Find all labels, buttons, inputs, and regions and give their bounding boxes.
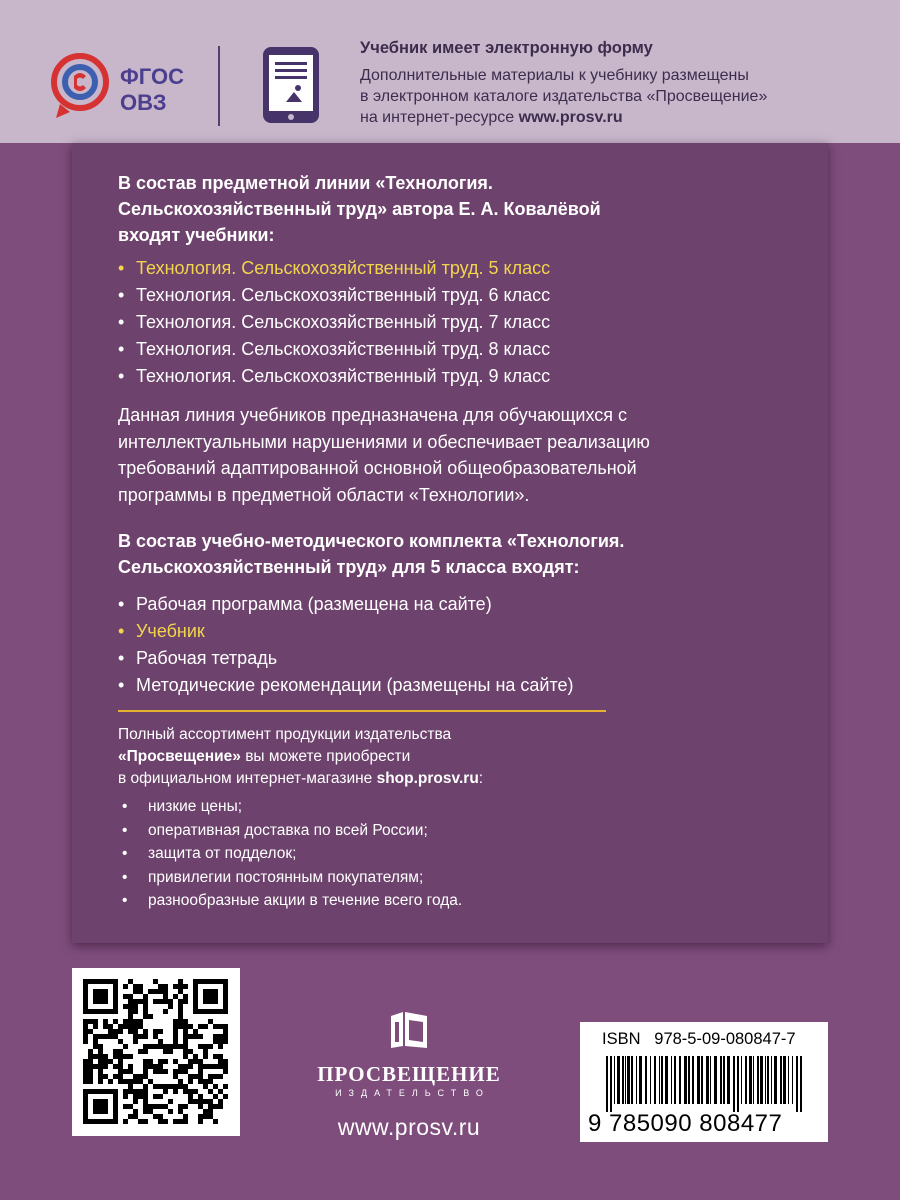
shop-publisher-name: «Просвещение» (118, 748, 241, 765)
isbn-label (602, 1030, 796, 1049)
description-line: программы в предметной области «Технологии». (118, 484, 530, 505)
book-title: Технология. Сельскохозяйственный труд. 7 класс (136, 312, 551, 332)
shop-line2-rest: вы можете приобрести (240, 748, 411, 765)
kit-item: Учебник (136, 621, 205, 641)
bullet: • (122, 845, 128, 862)
bullet: • (122, 892, 128, 909)
tablet-icon (262, 46, 320, 124)
shop-line3-prefix: в официальном интернет-магазине (118, 770, 377, 787)
benefit-text: разнообразные акции в течение всего года. (148, 892, 463, 909)
book-title: Технология. Сельскохозяйственный труд. 9 класс (136, 366, 551, 386)
benefit-item (118, 866, 462, 890)
shop-line2 (118, 746, 778, 768)
eform-line1: Дополнительные материалы к учебнику размещены (360, 67, 749, 84)
kit-heading-line: Сельскохозяйственный труд» для 5 класса входят: (118, 557, 580, 577)
benefit-item (118, 819, 462, 843)
isbn-box (580, 1022, 828, 1142)
kit-item-list (118, 591, 574, 699)
series-description (118, 402, 798, 508)
kit-item: Рабочая тетрадь (136, 648, 278, 668)
series-heading (118, 170, 798, 248)
book-list-item (118, 309, 550, 336)
prosveshchenie-emblem-icon (387, 1010, 431, 1050)
eform-line3-prefix: на интернет-ресурсе (360, 109, 519, 126)
bullet: • (122, 798, 128, 815)
qr-code[interactable] (72, 968, 240, 1136)
book-list-item (118, 363, 550, 390)
description-line: интеллектуальными нарушениями и обеспечивает реализацию (118, 431, 650, 452)
publisher-name: ПРОСВЕЩЕНИЕ (317, 1062, 501, 1086)
benefit-item (118, 795, 462, 819)
eform-url-link[interactable]: www.prosv.ru (518, 109, 623, 126)
publisher-subtitle: ИЗДАТЕЛЬСТВО (335, 1088, 490, 1098)
eform-line3 (360, 107, 880, 128)
kit-list-item (118, 672, 574, 699)
kit-heading (118, 528, 798, 580)
kit-list-item (118, 645, 574, 672)
book-title: Технология. Сельскохозяйственный труд. 6 класс (136, 285, 551, 305)
qr-code-graphic (72, 968, 240, 1136)
eform-line2: в электронном каталоге издательства «Просвещение» (360, 88, 768, 105)
benefit-text: защита от подделок; (148, 845, 297, 862)
fgos-ovz-label (120, 64, 184, 116)
isbn-number: 978-5-09-080847-7 (654, 1030, 796, 1048)
publisher-block (296, 1010, 522, 1141)
isbn-prefix: ISBN (602, 1030, 641, 1048)
top-divider (218, 46, 220, 126)
bullet: • (118, 675, 125, 695)
series-book-list (118, 255, 550, 390)
benefit-text: оперативная доставка по всей России; (148, 821, 428, 839)
benefit-text: привилегии постоянным покупателям; (148, 868, 424, 886)
publisher-url-link[interactable]: www.prosv.ru (337, 1114, 481, 1140)
shop-line3-suffix: : (478, 770, 484, 787)
book-list-item (118, 282, 550, 309)
book-list-item (118, 255, 550, 282)
bullet: • (122, 868, 128, 886)
kit-list-item (118, 618, 574, 645)
benefit-item (118, 889, 462, 913)
book-title: Технология. Сельскохозяйственный труд. 8 класс (136, 339, 551, 359)
barcode (596, 1056, 816, 1112)
bullet: • (118, 339, 125, 359)
kit-list-item (118, 591, 574, 618)
bullet: • (118, 258, 125, 278)
bullet: • (122, 821, 128, 839)
shop-url-link[interactable]: shop.prosv.ru (376, 770, 479, 787)
bullet: • (118, 648, 125, 668)
bullet: • (118, 594, 125, 614)
fgos-line1: ФГОС (120, 64, 184, 89)
book-title: Технология. Сельскохозяйственный труд. 5 класс (136, 258, 551, 278)
shop-benefits-list (118, 795, 462, 913)
bullet: • (118, 312, 125, 332)
description-line: требований адаптированной основной общеобразовательной (118, 458, 637, 478)
series-heading-line: входят учебники: (118, 225, 275, 245)
description-line: Данная линия учебников предназначена для обучающихся с (118, 405, 628, 425)
series-heading-line: Сельскохозяйственный труд» автора Е. А. Ковалёвой (118, 199, 601, 219)
kit-item: Рабочая программа (размещена на сайте) (136, 594, 492, 614)
bullet: • (118, 285, 125, 305)
top-band (0, 0, 900, 143)
kit-heading-line: В состав учебно-методического комплекта «Технология. (118, 531, 625, 551)
shop-line1: Полный ассортимент продукции издательства (118, 726, 452, 743)
barcode-digits: 9 785090 808477 (588, 1110, 783, 1137)
eform-title: Учебник имеет электронную форму (360, 39, 653, 57)
fgos-line2: ОВЗ (120, 90, 167, 115)
benefit-item (118, 842, 462, 866)
shop-line3 (118, 768, 778, 790)
section-divider (118, 710, 606, 712)
bullet: • (118, 621, 125, 641)
benefit-text: низкие цены; (148, 798, 243, 815)
electronic-form-notice (360, 38, 880, 128)
book-list-item (118, 336, 550, 363)
series-heading-line: В состав предметной линии «Технология. (118, 173, 493, 193)
kit-item: Методические рекомендации (размещены на сайте) (136, 675, 574, 695)
bullet: • (118, 366, 125, 386)
shop-notice (118, 724, 778, 790)
